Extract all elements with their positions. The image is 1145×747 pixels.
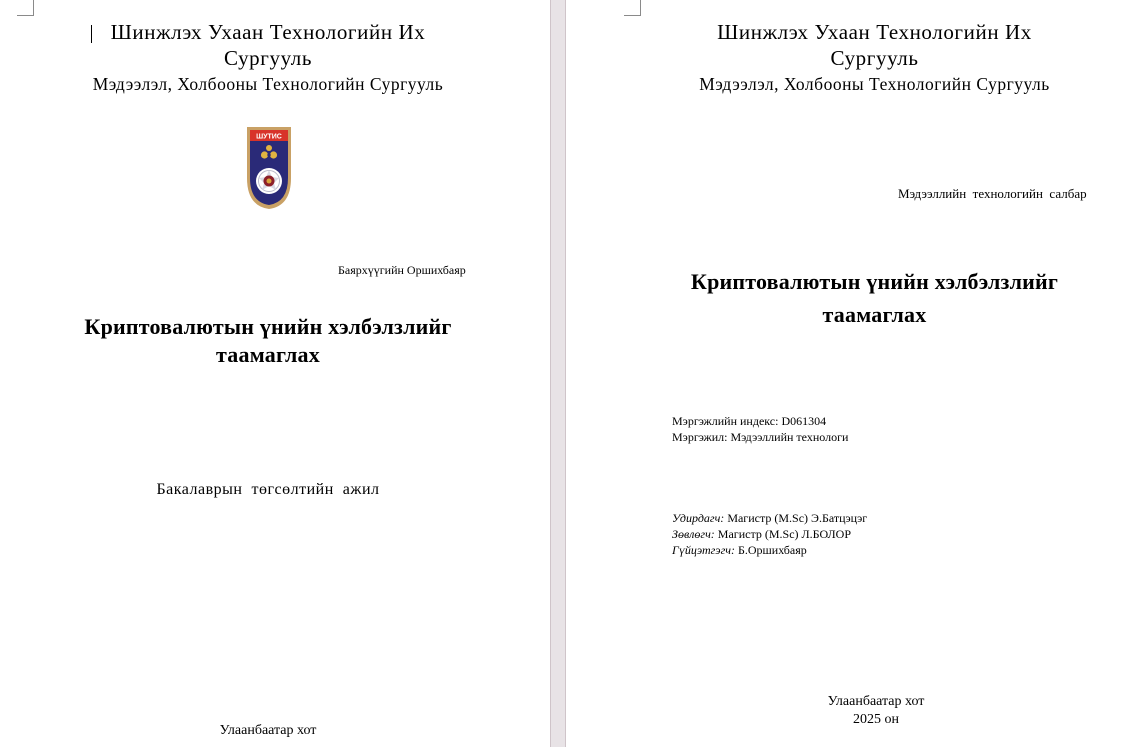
logo-text: ШУТИС	[256, 133, 282, 141]
document-page-1	[0, 0, 550, 747]
thesis-type: Бакалаврын төгсөлтийн ажил	[156, 481, 380, 498]
advisor-line	[672, 511, 867, 526]
department-name: Мэдээллийн технологийн салбар	[898, 186, 1087, 201]
page-gutter	[550, 0, 566, 747]
thesis-title-line2: таамаглах	[822, 302, 927, 327]
major-index: Мэргэжлийн индекс: D061304	[672, 414, 827, 428]
thesis-title-line1: Криптовалютын үнийн хэлбэлзлийг	[84, 314, 452, 339]
major: Мэргэжил: Мэдээллийн технологи	[672, 430, 849, 444]
thesis-title-line2: таамаглах	[216, 342, 320, 367]
performer-role: Гүйцэтгэгч:	[672, 543, 735, 557]
crop-mark	[624, 0, 641, 16]
consultant-role: Зөвлөгч:	[672, 527, 715, 541]
performer-name: Б.Оршихбаяр	[735, 543, 807, 557]
document-page-2	[566, 0, 1145, 747]
city: Улаанбаатар хот	[219, 723, 317, 738]
school-name: Мэдээлэл, Холбооны Технологийн Сургууль	[92, 74, 444, 94]
school-name: Мэдээлэл, Холбооны Технологийн Сургууль	[699, 74, 1050, 94]
year: 2025 он	[853, 712, 899, 727]
author-name: Баярхүүгийн Оршихбаяр	[338, 263, 466, 277]
advisor-role: Удирдагч:	[672, 511, 725, 525]
university-name-line1: Шинжлэх Ухаан Технологийн Их	[110, 20, 426, 44]
university-name-line1: Шинжлэх Ухаан Технологийн Их	[717, 20, 1032, 44]
city: Улаанбаатар хот	[827, 694, 925, 709]
university-name-line2: Сургууль	[830, 46, 919, 70]
advisor-name: Магистр (M.Sc) Э.Батцэцэг	[724, 511, 868, 525]
crop-mark	[17, 0, 34, 16]
university-name-line2: Сургууль	[223, 46, 313, 70]
consultant-line	[672, 527, 851, 542]
performer-line	[672, 543, 807, 558]
consultant-name: Магистр (M.Sc) Л.БОЛОР	[714, 527, 852, 541]
thesis-title-line1: Криптовалютын үнийн хэлбэлзлийг	[690, 269, 1059, 294]
university-logo	[246, 126, 292, 210]
